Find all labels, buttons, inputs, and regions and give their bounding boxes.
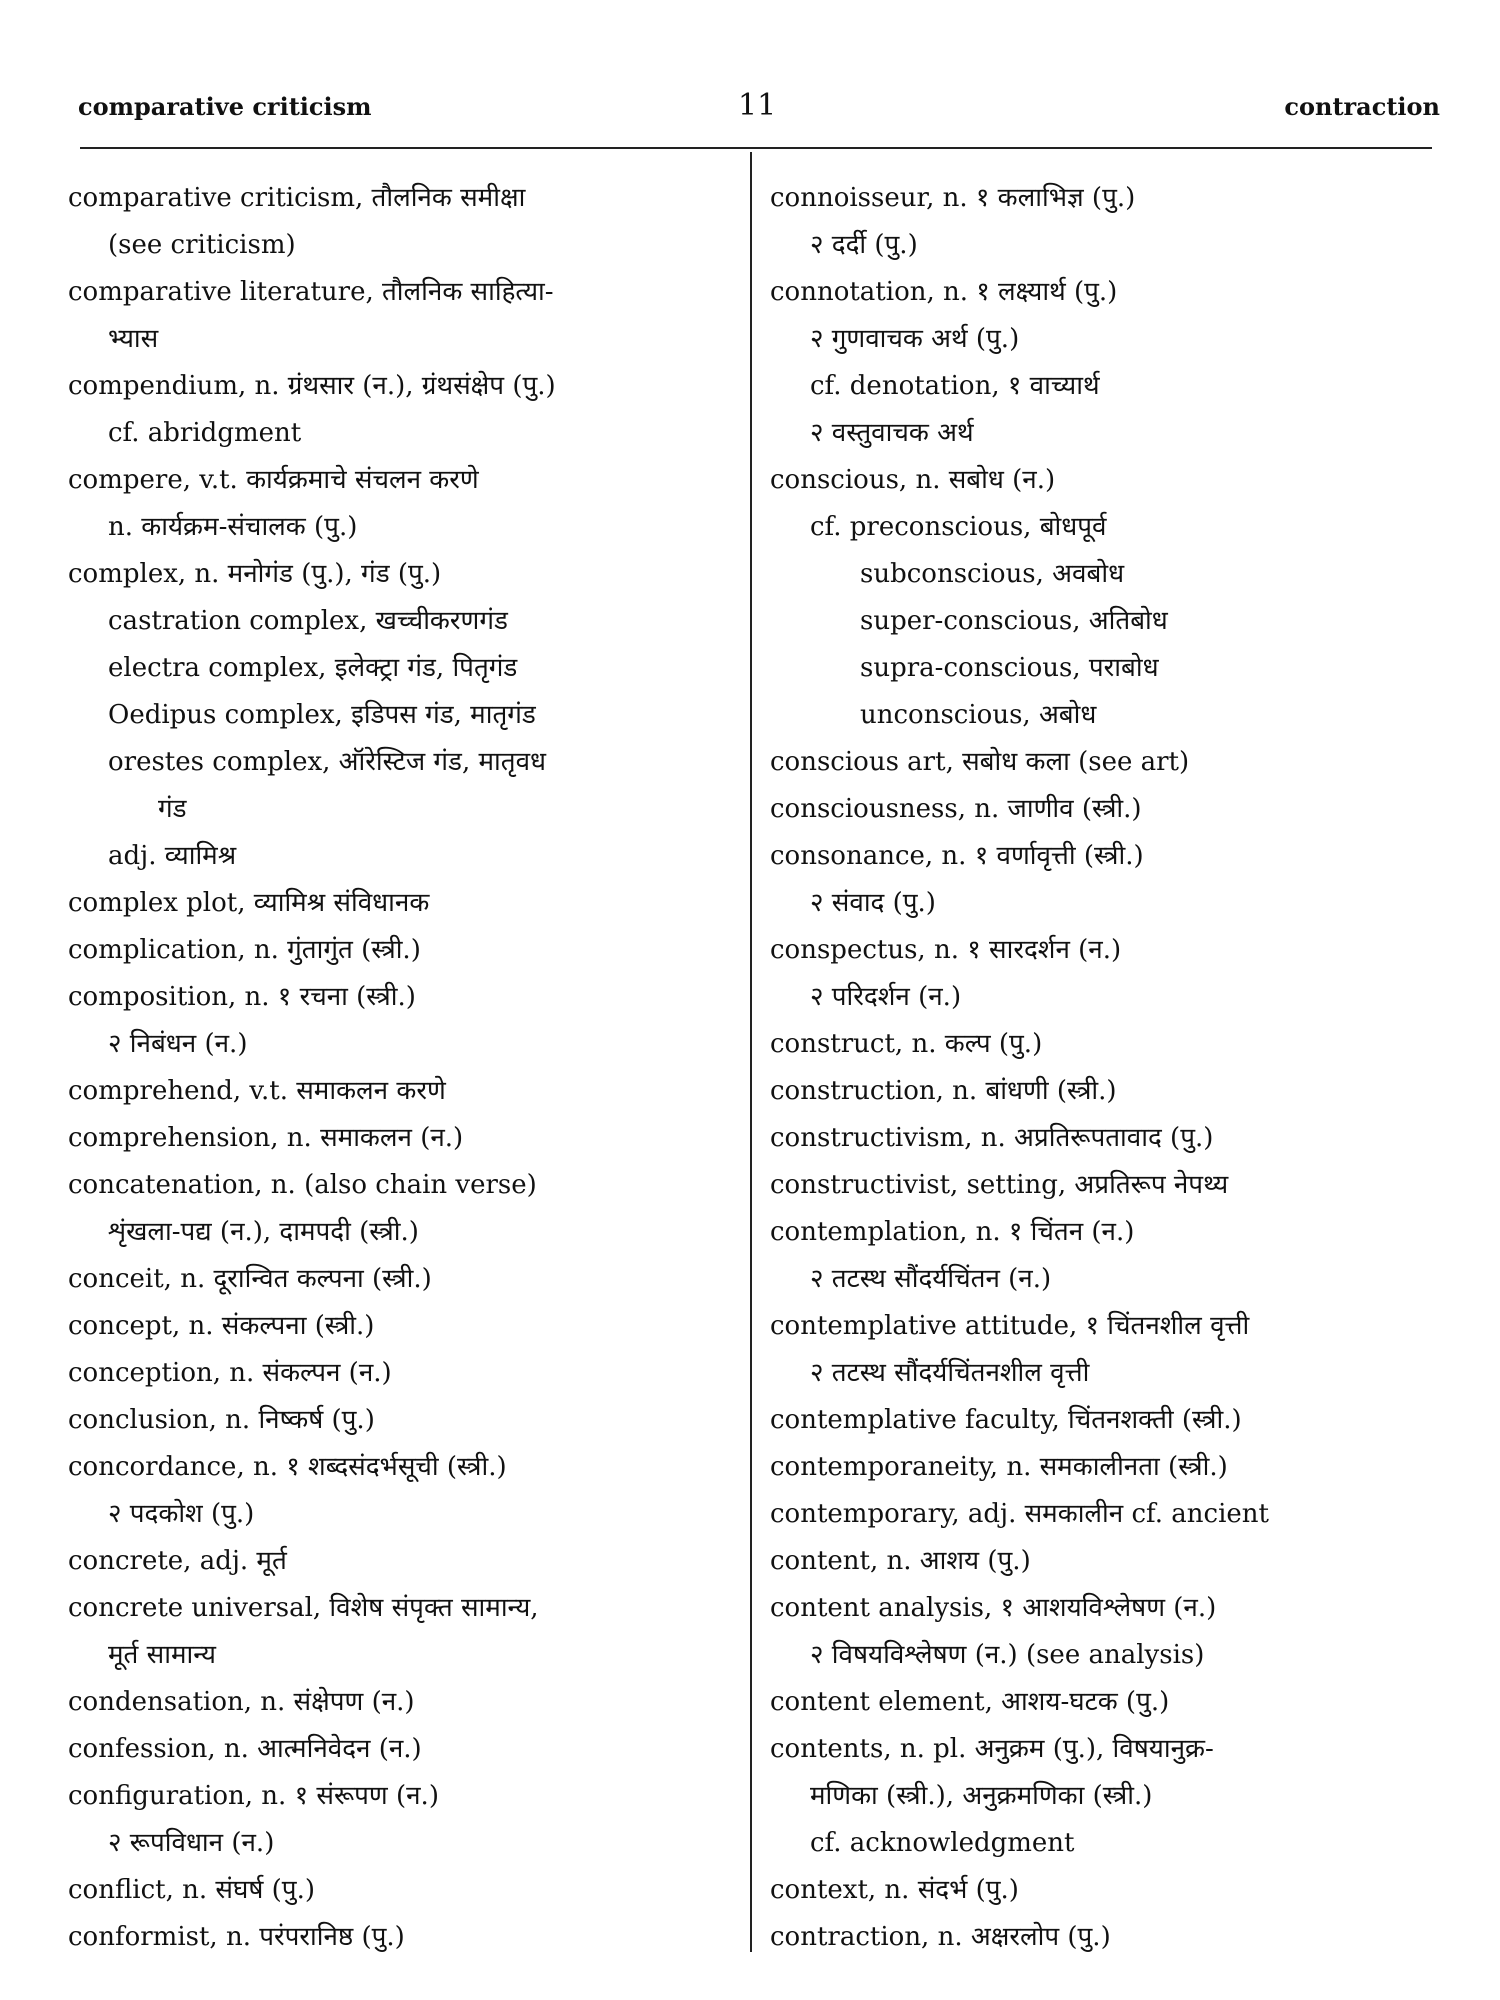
entry-continuation: adj. व्यामिश्र — [108, 841, 237, 871]
dictionary-entry: constructivism, n. अप्रतिरूपतावाद (पु.) — [770, 1123, 1214, 1153]
dictionary-entry: conflict, n. संघर्ष (पु.) — [68, 1875, 315, 1905]
entry-continuation: २ तटस्थ सौंदर्यचिंतनशील वृत्ती — [810, 1358, 1090, 1388]
entry-continuation: cf. abridgment — [108, 418, 302, 448]
dictionary-entry: contemporaneity, n. समकालीनता (स्त्री.) — [770, 1452, 1228, 1482]
entry-continuation: electra complex, इलेक्ट्रा गंड, पितृगंड — [108, 653, 518, 683]
entry-continuation: गंड — [158, 794, 187, 824]
running-head — [78, 88, 1440, 128]
entry-continuation: orestes complex, ऑरेस्टिज गंड, मातृवध — [108, 747, 547, 777]
entry-continuation: (see criticism) — [108, 230, 296, 260]
entry-continuation: मणिका (स्त्री.), अनुक्रमणिका (स्त्री.) — [810, 1781, 1153, 1811]
header-first-entry: comparative criticism — [78, 92, 372, 121]
dictionary-entry: contraction, n. अक्षरलोप (पु.) — [770, 1922, 1111, 1952]
dictionary-entry: conceit, n. दूरान्वित कल्पना (स्त्री.) — [68, 1264, 432, 1294]
dictionary-entry: comprehension, n. समाकलन (न.) — [68, 1123, 464, 1153]
dictionary-entry: comparative criticism, तौलनिक समीक्षा — [68, 183, 526, 213]
dictionary-entry: comprehend, v.t. समाकलन करणे — [68, 1076, 446, 1106]
entry-continuation: २ निबंधन (न.) — [108, 1029, 248, 1059]
dictionary-entry: content, n. आशय (पु.) — [770, 1546, 1031, 1576]
entry-continuation: cf. denotation, १ वाच्यार्थ — [810, 371, 1100, 401]
dictionary-entry: compere, v.t. कार्यक्रमाचे संचलन करणे — [68, 465, 479, 495]
entry-continuation: n. कार्यक्रम-संचालक (पु.) — [108, 512, 358, 542]
dictionary-entry: concatenation, n. (also chain verse) — [68, 1170, 537, 1200]
entry-continuation: super-conscious, अतिबोध — [860, 606, 1168, 636]
left-column — [68, 175, 736, 1961]
dictionary-entry: complex plot, व्यामिश्र संविधानक — [68, 888, 430, 918]
dictionary-entry: construction, n. बांधणी (स्त्री.) — [770, 1076, 1117, 1106]
entry-continuation: भ्यास — [108, 324, 159, 354]
header-rule — [80, 147, 1432, 149]
dictionary-entry: concordance, n. १ शब्दसंदर्भसूची (स्त्री.) — [68, 1452, 507, 1482]
header-last-entry: contraction — [1284, 92, 1440, 121]
entry-continuation: cf. preconscious, बोधपूर्व — [810, 512, 1107, 542]
entry-continuation: subconscious, अवबोध — [860, 559, 1125, 589]
entry-continuation: supra-conscious, पराबोध — [860, 653, 1159, 683]
dictionary-entry: complex, n. मनोगंड (पु.), गंड (पु.) — [68, 559, 442, 589]
dictionary-entry: condensation, n. संक्षेपण (न.) — [68, 1687, 415, 1717]
dictionary-entry: connoisseur, n. १ कलाभिज्ञ (पु.) — [770, 183, 1136, 213]
dictionary-entry: configuration, n. १ संरूपण (न.) — [68, 1781, 439, 1811]
dictionary-entry: contents, n. pl. अनुक्रम (पु.), विषयानुक्र- — [770, 1734, 1214, 1764]
dictionary-entry: conspectus, n. १ सारदर्शन (न.) — [770, 935, 1122, 965]
dictionary-entry: comparative literature, तौलनिक साहित्या- — [68, 277, 554, 307]
entry-continuation: २ गुणवाचक अर्थ (पु.) — [810, 324, 1020, 354]
entry-continuation: २ विषयविश्लेषण (न.) (see analysis) — [810, 1640, 1205, 1670]
entry-continuation: २ संवाद (पु.) — [810, 888, 936, 918]
dictionary-entry: consciousness, n. जाणीव (स्त्री.) — [770, 794, 1142, 824]
dictionary-entry: composition, n. १ रचना (स्त्री.) — [68, 982, 416, 1012]
dictionary-entry: conscious, n. सबोध (न.) — [770, 465, 1056, 495]
entry-continuation: २ वस्तुवाचक अर्थ — [810, 418, 974, 448]
dictionary-entry: complication, n. गुंतागुंत (स्त्री.) — [68, 935, 421, 965]
dictionary-entry: contemplative faculty, चिंतनशक्ती (स्त्री.) — [770, 1405, 1242, 1435]
dictionary-entry: construct, n. कल्प (पु.) — [770, 1029, 1043, 1059]
entry-continuation: Oedipus complex, इडिपस गंड, मातृगंड — [108, 700, 536, 730]
entry-continuation: २ परिदर्शन (न.) — [810, 982, 962, 1012]
entry-continuation: मूर्त सामान्य — [108, 1640, 216, 1670]
dictionary-entry: conception, n. संकल्पन (न.) — [68, 1358, 392, 1388]
dictionary-entry: contemplation, n. १ चिंतन (न.) — [770, 1217, 1135, 1247]
dictionary-entry: constructivist, setting, अप्रतिरूप नेपथ्य — [770, 1170, 1229, 1200]
right-column — [770, 175, 1440, 1961]
column-divider — [750, 152, 752, 1952]
dictionary-entry: contemplative attitude, १ चिंतनशील वृत्ती — [770, 1311, 1250, 1341]
entry-continuation: unconscious, अबोध — [860, 700, 1097, 730]
dictionary-entry: connotation, n. १ लक्ष्यार्थ (पु.) — [770, 277, 1118, 307]
entry-continuation: २ दर्दी (पु.) — [810, 230, 918, 260]
dictionary-entry: confession, n. आत्मनिवेदन (न.) — [68, 1734, 422, 1764]
dictionary-entry: concrete universal, विशेष संपृक्त सामान्य, — [68, 1593, 539, 1623]
dictionary-entry: conclusion, n. निष्कर्ष (पु.) — [68, 1405, 375, 1435]
dictionary-entry: content analysis, १ आशयविश्लेषण (न.) — [770, 1593, 1217, 1623]
entry-continuation: २ तटस्थ सौंदर्यचिंतन (न.) — [810, 1264, 1052, 1294]
dictionary-entry: context, n. संदर्भ (पु.) — [770, 1875, 1019, 1905]
dictionary-entry: concept, n. संकल्पना (स्त्री.) — [68, 1311, 375, 1341]
dictionary-entry: conformist, n. परंपरानिष्ठ (पु.) — [68, 1922, 405, 1952]
entry-continuation: castration complex, खच्चीकरणगंड — [108, 606, 508, 636]
dictionary-entry: compendium, n. ग्रंथसार (न.), ग्रंथसंक्षेप (पु.) — [68, 371, 556, 401]
dictionary-entry: conscious art, सबोध कला (see art) — [770, 747, 1190, 777]
entry-continuation: २ पदकोश (पु.) — [108, 1499, 255, 1529]
entry-continuation: शृंखला-पद्य (न.), दामपदी (स्त्री.) — [108, 1217, 419, 1247]
dictionary-entry: contemporary, adj. समकालीन cf. ancient — [770, 1499, 1269, 1529]
page-number: 11 — [738, 88, 777, 123]
dictionary-entry: consonance, n. १ वर्णावृत्ती (स्त्री.) — [770, 841, 1144, 871]
entry-continuation: २ रूपविधान (न.) — [108, 1828, 275, 1858]
dictionary-entry: content element, आशय-घटक (पु.) — [770, 1687, 1170, 1717]
entry-continuation: cf. acknowledgment — [810, 1828, 1075, 1858]
dictionary-entry: concrete, adj. मूर्त — [68, 1546, 287, 1576]
